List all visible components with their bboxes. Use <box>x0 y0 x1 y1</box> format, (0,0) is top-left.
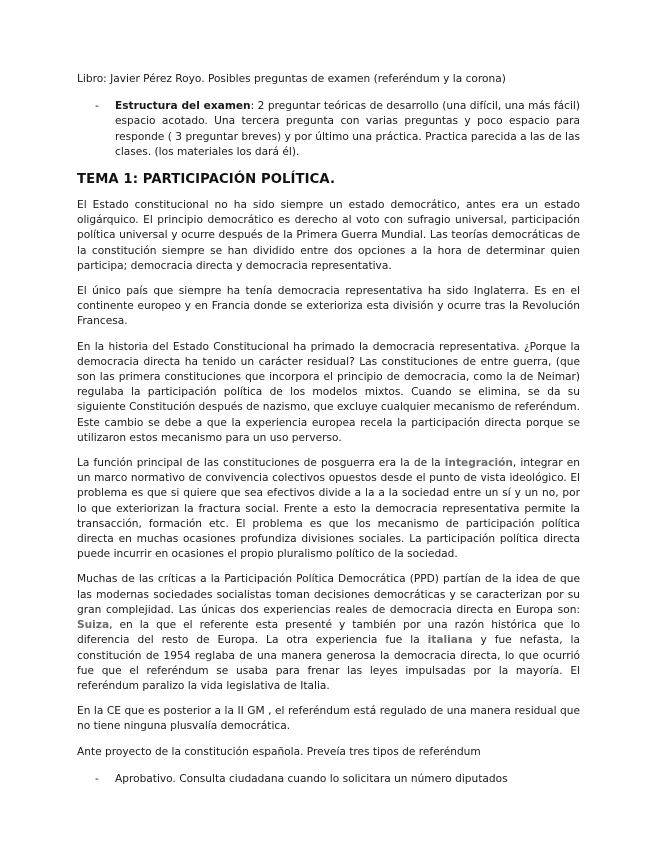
intro-line: Libro: Javier Pérez Royo. Posibles preguntas de examen (referéndum y la corona) <box>77 73 506 85</box>
paragraph-7: Ante proyecto de la constitución española. Preveía tres tipos de referéndum <box>77 745 481 758</box>
paragraph-4-start: La función principal de las constituciones de posguerra era la de la <box>77 457 445 470</box>
exam-structure-description: : 2 preguntar teóricas de desarrollo (una difícil, una más fácil) espacio acotado. Una tercera pregunta con varias preguntas y poco espacio para responde ( 3 preguntar breves) y por último una práctica. Practica parecida a las de las clases. (los materiales los dará él). <box>115 100 581 158</box>
paragraph-5-part3: y fue nefasta, la constitución de 1954 reglaba de una manera generosa la democracia directa, lo que ocurrió fue que el referéndum se usaba para frenar las leyes impulsadas por la mayoría. El referéndum paralizo la vida legislativa de Italia. <box>77 634 580 692</box>
exam-structure-label: Estructura del examen <box>115 100 251 113</box>
paragraph-4 <box>77 456 580 562</box>
highlight-suiza: Suiza <box>77 619 110 632</box>
paragraph-5 <box>77 572 580 694</box>
highlight-integracion: integración <box>444 457 513 470</box>
bullet-dash: - <box>95 772 99 785</box>
section-heading: TEMA 1: PARTICIPACIÓN POLÍTICA. <box>77 172 336 188</box>
highlight-italiana: italiana <box>427 634 473 647</box>
paragraph-3: En la historia del Estado Constitucional ha primado la democracia representativa. ¿Porque la democracia directa ha tenido un carácter residual? Las constituciones de entre guerra, (que son las primera constituciones que incorpora el principio de democracia, como la de Neimar) regulaba la participación política de los modelos mixtos. Cuando se elimina, se da su siguiente Constitución después de nazismo, que excluye cualquier mecanismo de referéndum. Este cambio se debe a que la experiencia europea recela la participación directa porque se utilizaron estos mecanismo para un uso perverso. <box>77 340 580 444</box>
paragraph-6: En la CE que es posterior a la II GM , el referéndum está regulado de una manera residual que no tiene ninguna plusvalía democrática. <box>77 705 580 733</box>
paragraph-4-end: , integrar en un marco normativo de convivencia colectivos opuestos desde el punto de vista ideológico. El problema es que si quiere que sea efectivos divide a la a la sociedad entre un sí y un no, por lo que exteriorizan la fractura social. Frente a esto la democracia representativa permite la transacción, formación etc. El problema es que los mecanismo de participación política directa en muchas ocasiones profundiza divisiones sociales. La participación política directa puede incurrir en ocasiones el propio pluralismo político de la sociedad. <box>77 457 580 561</box>
document-body <box>77 72 580 787</box>
paragraph-5-part1: Muchas de las críticas a la Participación Política Democrática (PPD) partían de la idea de que las modernas sociedades socialistas toman decisiones democráticas y se caracterizan por su gran complejidad. Las únicas dos experiencias reales de democracia directa en Europa son: <box>77 573 580 616</box>
paragraph-5-part2: , en la que el referente esta presenté y también por una razón histórica que lo diferencia del resto de Europa. La otra experiencia fue la <box>77 619 580 647</box>
referendum-type-bullet <box>77 772 580 787</box>
exam-structure-text <box>115 99 580 160</box>
referendum-type-text: Aprobativo. Consulta ciudadana cuando lo solicitara un número diputados <box>115 772 508 785</box>
paragraph-1: El Estado constitucional no ha sido siempre un estado democrático, antes era un estado oligárquico. El principio democrático es derecho al voto con sufragio universal, participación política universal y ocurre después de la Primera Guerra Mundial. Las teorías democráticas de la constitución siempre se han dividido entre dos opciones a la hora de determinar quien participa; democracia directa y democracia representativa. <box>77 199 580 272</box>
bullet-dash: - <box>95 100 99 113</box>
exam-structure-bullet <box>77 99 580 160</box>
paragraph-2: El único país que siempre ha tenía democracia representativa ha sido Inglaterra. Es en el continente europeo y en Francia donde se exterioriza esta división y ocurre tras la Revolución Francesa. <box>77 285 580 328</box>
